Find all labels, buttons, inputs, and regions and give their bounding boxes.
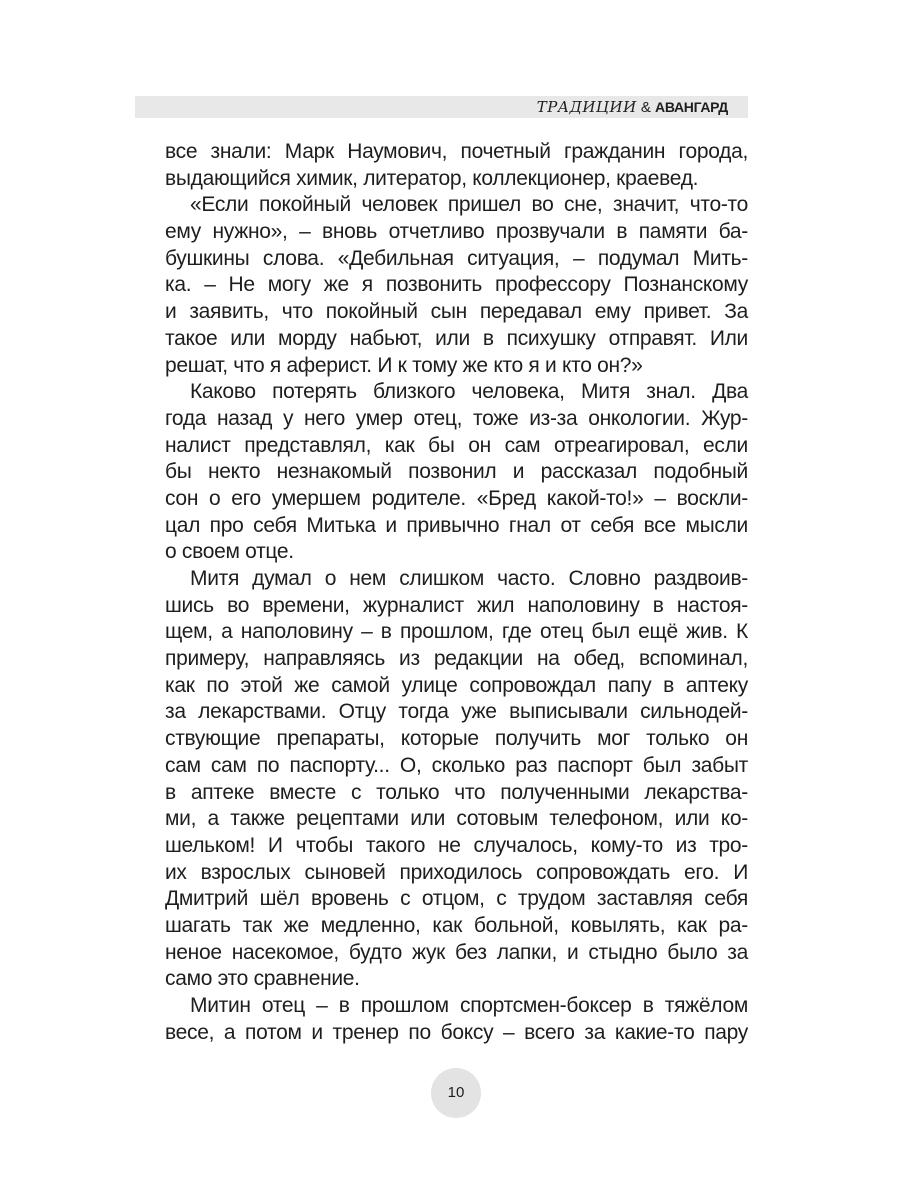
series-title-main: ТРАДИЦИИ (536, 98, 637, 116)
text-line: бы некто незнакомый позвонил и рассказал подобный (165, 460, 748, 484)
text-line: шагать так же медленно, как больной, ковылять, как ра- (165, 913, 748, 937)
text-line: Митя думал о нем слишком часто. Словно раздвоив- (190, 567, 748, 590)
text-line: ствующие препараты, которые получить мог только он (165, 727, 748, 751)
text-line: ему нужно», – вновь отчетливо прозвучали в памяти ба- (165, 220, 748, 244)
text-line: ка. – Не могу же я позвонить профессору Познанскому (165, 273, 748, 297)
text-line: сам сам по паспорту... О, сколько раз паспорт был забыт (165, 753, 748, 777)
text-line: ми, а также рецептами или сотовым телефоном, или ко- (165, 807, 748, 831)
text-line: все знали: Марк Наумович, почетный гражданин города, (165, 140, 748, 163)
text-line: Каково потерять близкого человека, Митя знал. Два (190, 380, 748, 404)
series-title (537, 97, 728, 118)
text-line: решат, что я аферист. И к тому же кто я и кто он?» (165, 353, 643, 377)
running-header (135, 96, 748, 118)
text-line: весе, а потом и тренер по боксу – всего за какие-то пару (165, 1020, 748, 1044)
series-ampersand: & (640, 99, 651, 116)
text-line: шельком! И чтобы такого не случалось, кому-то из тро- (165, 833, 748, 857)
text-line: цал про себя Митька и привычно гнал от себя все мысли (165, 513, 748, 537)
text-line: примеру, направляясь из редакции на обед, вспоминал, (165, 647, 748, 671)
text-line: их взрослых сыновей приходилось сопровождать его. И (165, 860, 748, 884)
series-title-sub: АВАНГАРД (655, 99, 728, 115)
body-text (165, 139, 748, 1046)
text-line: налист представлял, как бы он сам отреагировал, если (165, 433, 748, 457)
text-line: и заявить, что покойный сын передавал ему привет. За (165, 300, 748, 324)
text-line: Дмитрий шёл вровень с отцом, с трудом заставляя себя (165, 887, 748, 911)
text-line: такое или морду набьют, или в психушку отправят. Или (165, 326, 748, 350)
text-line: неное насекомое, будто жук без лапки, и стыдно было за (165, 940, 748, 964)
text-line: Митин отец – в прошлом спортсмен-боксер в тяжёлом (190, 994, 748, 1017)
text-line: щем, а наполовину – в прошлом, где отец был ещё жив. К (165, 620, 748, 644)
text-line: «Если покойный человек пришел во сне, значит, что-то (190, 193, 748, 217)
text-line: бушкины слова. «Дебильная ситуация, – подумал Мить- (165, 246, 748, 270)
text-line: сон о его умершем родителе. «Бред какой-то!» – воскли- (165, 486, 748, 510)
text-line: шись во времени, журналист жил наполовину в настоя- (165, 593, 748, 617)
text-line: года назад у него умер отец, тоже из-за онкологии. Жур- (165, 406, 748, 430)
page-number: 10 (431, 1068, 481, 1118)
text-line: в аптеке вместе с только что полученными лекарства- (165, 780, 748, 804)
text-line: само это сравнение. (165, 967, 360, 991)
text-line: как по этой же самой улице сопровождал папу в аптеку (165, 673, 748, 697)
text-line: о своем отце. (165, 540, 294, 564)
text-line: за лекарствами. Отцу тогда уже выписывали сильнодей- (165, 700, 748, 724)
text-line: выдающийся химик, литератор, коллекционер, краевед. (165, 166, 699, 190)
